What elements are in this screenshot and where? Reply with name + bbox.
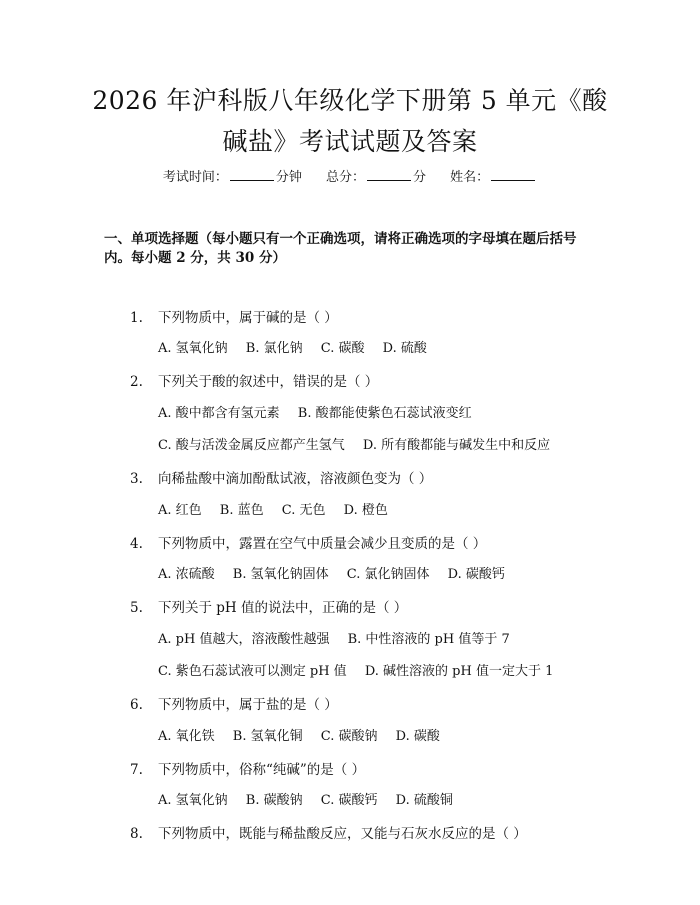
exam-info-line	[0, 168, 700, 187]
total-score-blank[interactable]	[367, 168, 411, 181]
question-stem: 下列物质中，露置在空气中质量会减少且变质的是（ ）	[158, 536, 487, 552]
question-5-options-line-1	[158, 631, 524, 649]
option-a[interactable]: A. 酸中都含有氢元素	[158, 406, 280, 421]
question-number: 4.	[130, 536, 143, 552]
option-d[interactable]: D. 所有酸都能与碱发生中和反应	[362, 438, 551, 453]
option-d[interactable]: D. 碳酸钙	[447, 567, 505, 582]
option-a[interactable]: A. 氢氧化钠	[158, 341, 228, 356]
question-1-options	[158, 340, 441, 358]
question-stem: 向稀盐酸中滴加酚酞试液，溶液颜色变为（ ）	[158, 471, 433, 487]
option-b[interactable]: B. 氢氧化铜	[232, 729, 303, 744]
question-7-options	[158, 792, 467, 810]
option-b[interactable]: B. 酸都能使紫色石蕊试液变红	[297, 406, 472, 421]
title-line-1: 2026 年沪科版八年级化学下册第 5 单元《酸	[92, 86, 608, 115]
question-stem: 下列物质中，既能与稀盐酸反应，又能与石灰水反应的是（ ）	[158, 826, 527, 842]
option-a[interactable]: A. 氢氧化钠	[158, 793, 228, 808]
question-stem: 下列关于 pH 值的说法中，正确的是（ ）	[158, 600, 408, 616]
exam-time	[163, 170, 302, 185]
option-b[interactable]: B. 氢氧化钠固体	[232, 567, 329, 582]
student-name-label: 姓名：	[450, 170, 490, 185]
option-d[interactable]: D. 硫酸铜	[395, 793, 453, 808]
question-number: 5.	[130, 600, 143, 616]
question-3-options	[158, 502, 402, 520]
question-5-options-line-2	[158, 663, 567, 681]
exam-time-unit: 分钟	[275, 170, 302, 185]
exam-time-label: 考试时间：	[162, 170, 228, 185]
question-number: 1.	[130, 310, 143, 326]
option-c[interactable]: C. 碳酸钙	[320, 793, 378, 808]
exam-time-blank[interactable]	[230, 168, 274, 181]
option-a[interactable]: A. 浓硫酸	[158, 567, 215, 582]
student-name-blank[interactable]	[491, 168, 535, 181]
option-b[interactable]: B. 碳酸钠	[245, 793, 303, 808]
option-d[interactable]: D. 硫酸	[382, 341, 427, 356]
student-name	[450, 170, 537, 185]
option-a[interactable]: A. pH 值越大，溶液酸性越强	[158, 632, 330, 647]
total-score-unit: 分	[413, 170, 427, 185]
option-d[interactable]: D. 橙色	[343, 503, 388, 518]
question-stem: 下列物质中，属于盐的是（ ）	[158, 697, 338, 713]
page-title	[60, 80, 640, 162]
option-c[interactable]: C. 酸与活泼金属反应都产生氢气	[158, 438, 345, 453]
option-c[interactable]: C. 碳酸钠	[320, 729, 378, 744]
option-b[interactable]: B. 氯化钠	[245, 341, 303, 356]
option-b[interactable]: B. 蓝色	[219, 503, 264, 518]
question-number: 6.	[130, 697, 143, 713]
total-score-label: 总分：	[325, 170, 365, 185]
total-score	[326, 170, 426, 185]
option-a[interactable]: A. 氧化铁	[158, 729, 215, 744]
question-stem: 下列物质中，属于碱的是（ ）	[158, 310, 338, 326]
option-c[interactable]: C. 无色	[281, 503, 326, 518]
question-4-options	[158, 566, 519, 584]
question-2-options-line-2	[158, 437, 564, 455]
section-header: 一、单项选择题（每小题只有一个正确选项，请将正确选项的字母填在题后括号内。每小题 2 分，共 30 分）	[104, 231, 577, 266]
question-number: 7.	[130, 762, 143, 778]
option-a[interactable]: A. 红色	[158, 503, 202, 518]
option-c[interactable]: C. 碳酸	[320, 341, 365, 356]
option-b[interactable]: B. 中性溶液的 pH 值等于 7	[347, 632, 510, 647]
question-number: 2.	[130, 374, 143, 390]
question-stem: 下列物质中，俗称“纯碱”的是（ ）	[158, 762, 366, 778]
option-c[interactable]: C. 氯化钠固体	[346, 567, 430, 582]
option-c[interactable]: C. 紫色石蕊试液可以测定 pH 值	[158, 664, 347, 679]
question-number: 3.	[130, 471, 143, 487]
question-6-options	[158, 728, 454, 746]
question-2-options-line-1	[158, 405, 486, 423]
option-d[interactable]: D. 碳酸	[395, 729, 440, 744]
question-stem: 下列关于酸的叙述中，错误的是（ ）	[158, 374, 379, 390]
question-number: 8.	[130, 826, 143, 842]
title-line-2: 碱盐》考试试题及答案	[222, 127, 478, 156]
option-d[interactable]: D. 碱性溶液的 pH 值一定大于 1	[364, 664, 554, 679]
